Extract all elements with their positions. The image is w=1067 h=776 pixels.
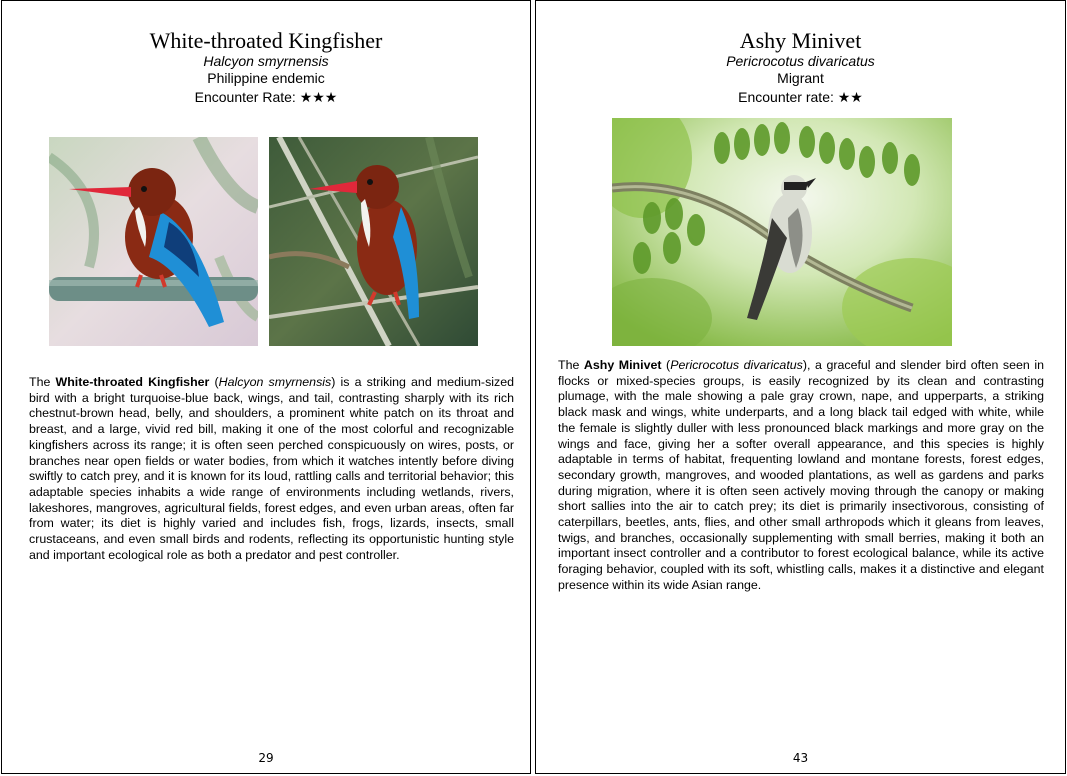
species-scientific-name: Halcyon smyrnensis <box>203 53 329 69</box>
species-common-name: Ashy Minivet <box>739 28 862 53</box>
description-paren: ( <box>661 358 671 372</box>
left-page <box>1 0 531 774</box>
encounter-rate: Encounter Rate: ★★★ <box>194 89 338 105</box>
page-number: 43 <box>792 751 809 765</box>
description-bold-name: White-throated Kingfisher <box>55 375 210 389</box>
description-paren: ( <box>209 375 219 389</box>
species-scientific-name: Pericrocotus divaricatus <box>726 53 875 69</box>
species-description <box>29 375 514 563</box>
encounter-rate: Encounter rate: ★★ <box>738 89 863 105</box>
species-common-name: White-throated Kingfisher <box>149 28 383 53</box>
description-italic-name: Halcyon smyrnensis <box>218 375 332 389</box>
description-intro: The <box>558 358 584 372</box>
kingfisher-photo-1 <box>49 137 258 346</box>
minivet-photo <box>612 118 952 346</box>
page-number: 29 <box>258 751 274 765</box>
description-body: ), a graceful and slender bird often seen in flocks or mixed-species groups, is easily recognized by its clean and contrasting plumage, with the male showing a pale gray crown, nape, and upperparts, a striking black mask and wings, white underparts, and a long black tail edged with white, while the female is slightly duller with less pronounced black markings and more gray on the wings and face, giving her a softer overall appearance, and this species is highly adaptable in terms of habitat, frequenting lowland and montane forests, forest edges, secondary growth, mangroves, and wooded plantations, as well as gardens and parks during migration, where it is often seen actively moving through the canopy or making short sallies into the air to catch prey; its diet is primarily insectivorous, consisting of caterpillars, beetles, ants, flies, and other small arthropods which it gleans from leaves, twigs, and branches, occasionally supplementing with small berries, making it both an important insect controller and a contributor to forest ecological balance, while its active foraging behavior, coupled with its soft, whistling calls, makes it a distinctive and elegant presence within its wide Asian range. <box>558 358 1045 592</box>
description-bold-name: Ashy Minivet <box>583 358 662 372</box>
kingfisher-photo-2 <box>269 137 478 346</box>
left-page-header <box>2 29 530 107</box>
description-body: ) is a striking and medium-sized bird with a bright turquoise-blue back, wings, and tail, contrasting sharply with its rich chestnut-brown head, belly, and shoulders, a prominent white patch on its throat and breast, and a large, vivid red bill, making it one of the most colorful and recognizable kingfishers across its range; it is often seen perched conspicuously on wires, posts, or branches near open fields or water bodies, from which it watches intently before diving swiftly to catch prey, and it is known for its loud, rattling calls and territorial behavior; this adaptable species inhabits a wide range of environments including wetlands, rivers, lakeshores, mangroves, agricultural fields, forest edges, and even urban areas, often far from water; its diet is highly varied and includes fish, frogs, lizards, insects, small crustaceans, and even small birds and rodents, reflecting its opportunistic hunting style and important ecological role as both a predator and pest controller. <box>29 375 514 562</box>
species-status: Migrant <box>777 70 824 86</box>
right-page <box>535 0 1066 774</box>
right-page-header <box>536 29 1065 107</box>
description-italic-name: Pericrocotus divaricatus <box>670 358 803 372</box>
description-intro: The <box>29 375 56 389</box>
species-status: Philippine endemic <box>207 70 325 86</box>
species-description <box>558 358 1044 594</box>
